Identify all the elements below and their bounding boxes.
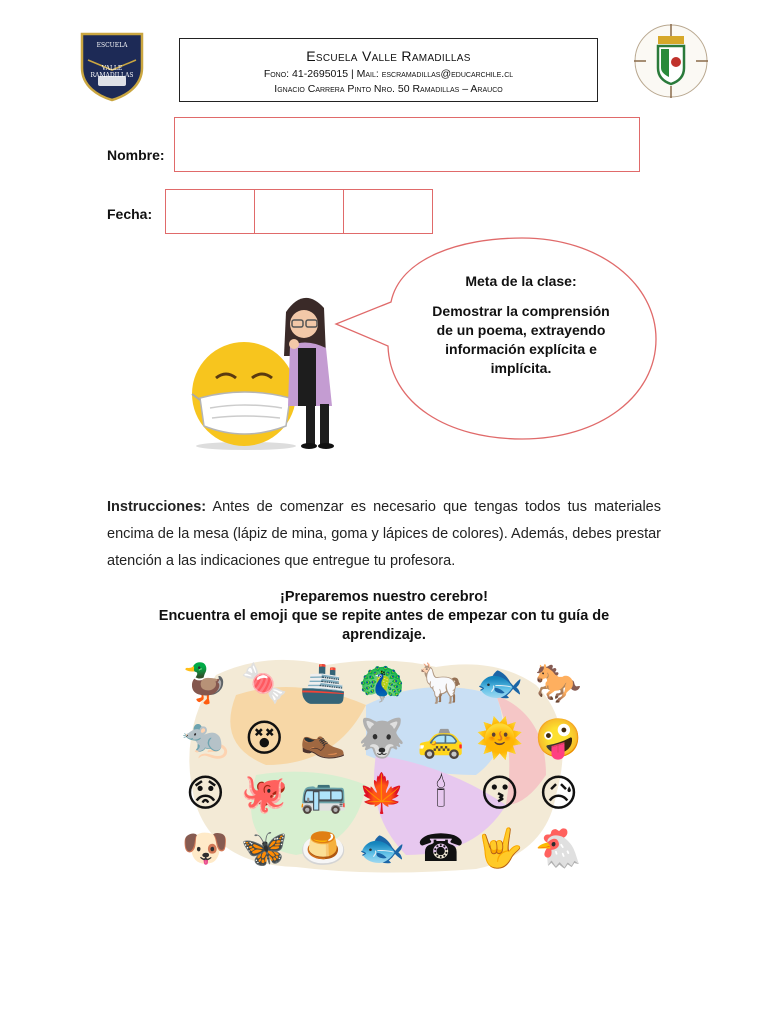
emoji-item[interactable]: 🦋 xyxy=(240,825,288,870)
emoji-item[interactable]: 🚢 xyxy=(299,660,347,705)
emoji-grid xyxy=(176,655,588,875)
emoji-item[interactable]: ☎ xyxy=(417,825,465,870)
class-goal-text: Demostrar la comprensión de un poema, extrayendo información explícita e implícita. xyxy=(432,303,610,376)
emoji-item[interactable]: 🤪 xyxy=(534,715,583,760)
emoji-item[interactable]: 😟 xyxy=(185,770,226,815)
school-header xyxy=(179,38,598,102)
activity-subtitle: Encuentra el emoji que se repite antes de empezar con tu guía de aprendizaje. xyxy=(158,608,610,643)
name-label: Nombre: xyxy=(107,147,165,163)
class-goal-title: Meta de la clase: xyxy=(465,273,577,289)
date-month-field[interactable] xyxy=(254,189,344,234)
emoji-item[interactable]: 🌞 xyxy=(476,715,524,760)
emoji-item[interactable]: 🕯 xyxy=(435,770,447,815)
logo-text-1: ESCUELA xyxy=(96,42,128,49)
emoji-item[interactable]: 🐟 xyxy=(358,825,406,870)
emoji-item[interactable]: 🍬 xyxy=(240,660,288,705)
school-contact: Fono: 41-2695015 | Mail: escramadillas@educarchile.cl xyxy=(263,68,514,80)
emoji-item[interactable]: 🚌 xyxy=(299,770,347,815)
emoji-item[interactable]: 🤟 xyxy=(476,825,524,870)
name-field[interactable] xyxy=(174,117,640,172)
instructions-paragraph xyxy=(107,494,661,575)
emoji-item[interactable]: 👞 xyxy=(299,715,347,760)
school-emblem-right xyxy=(628,22,714,100)
logo-text-3: RAMADILLAS xyxy=(90,72,134,79)
activity-title: ¡Preparemos nuestro cerebro! xyxy=(280,589,488,605)
school-address: Ignacio Carrera Pinto Nro. 50 Ramadillas – Arauco xyxy=(274,83,503,95)
emoji-item[interactable]: 🚕 xyxy=(417,715,465,760)
school-name: Escuela Valle Ramadillas xyxy=(306,48,471,64)
emoji-item[interactable]: 🐔 xyxy=(534,825,583,870)
emoji-item[interactable]: 🐀 xyxy=(181,715,230,760)
emoji-puzzle xyxy=(176,655,588,875)
instructions-label: Instrucciones: xyxy=(107,499,207,515)
activity-heading xyxy=(120,588,648,645)
emoji-item[interactable]: 🦚 xyxy=(358,660,406,705)
emoji-item[interactable]: 😗 xyxy=(479,770,520,815)
emoji-item[interactable]: 😵 xyxy=(244,715,285,760)
emoji-item[interactable]: 🐎 xyxy=(534,660,583,705)
logo-text-2: VALLE xyxy=(101,65,123,72)
emoji-item[interactable]: 🐺 xyxy=(358,715,406,760)
date-year-field[interactable] xyxy=(343,189,433,234)
date-label: Fecha: xyxy=(107,206,153,222)
date-day-field[interactable] xyxy=(165,189,255,234)
emoji-item[interactable]: 🐟 xyxy=(476,660,524,705)
instructions-text: Antes de comenzar es necesario que tengas todos tus materiales encima de la mesa (lápiz de mina, goma y lápices de colores). Además, debes prestar atención a las indicaciones que entregue tu profesora. xyxy=(107,499,661,569)
emoji-item[interactable]: 🍮 xyxy=(299,825,347,870)
school-logo-left xyxy=(78,30,146,102)
emoji-item[interactable]: 😥 xyxy=(538,770,579,815)
emoji-item[interactable]: 🐙 xyxy=(240,770,288,815)
emoji-item[interactable]: 🍁 xyxy=(358,770,406,815)
emoji-item[interactable]: 🦆 xyxy=(181,660,230,705)
emoji-item[interactable]: 🦙 xyxy=(417,660,465,705)
emoji-item[interactable]: 🐶 xyxy=(181,825,230,870)
